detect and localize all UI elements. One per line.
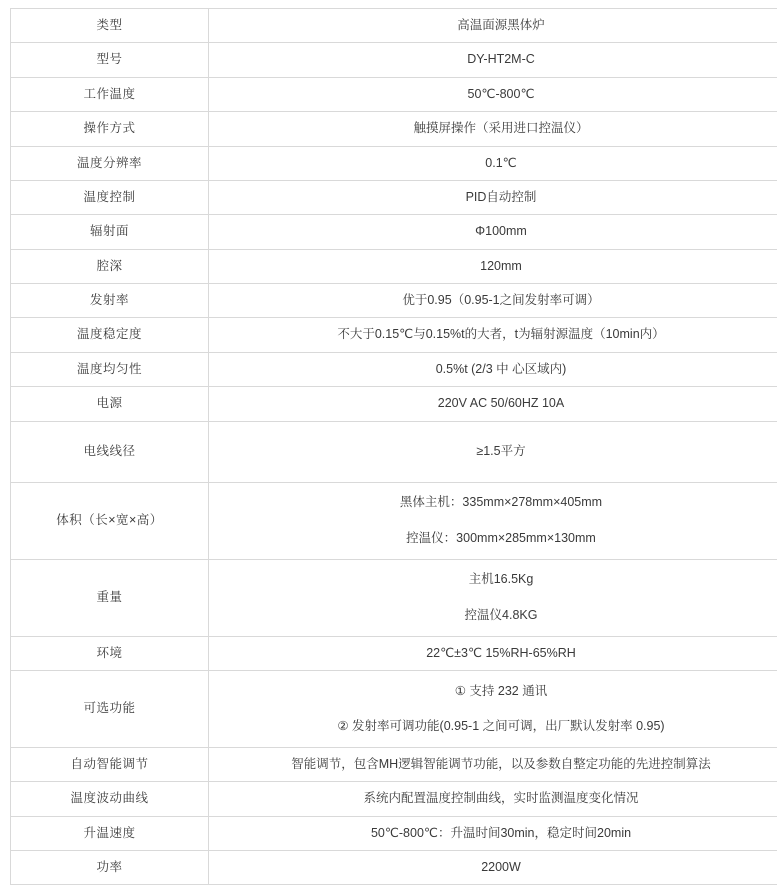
row-value-line: 高温面源黑体炉 [215,16,777,35]
table-row [11,77,777,111]
row-value-line: 22℃±3℃ 15%RH-65%RH [215,644,777,663]
table-row [11,352,777,386]
row-label: 重量 [11,559,209,636]
specification-table [10,8,777,885]
row-value [209,180,777,214]
row-label: 电源 [11,387,209,421]
row-value-line: 黑体主机：335mm×278mm×405mm [215,493,777,512]
table-row [11,318,777,352]
row-label: 温度稳定度 [11,318,209,352]
row-value-line: 控温仪：300mm×285mm×130mm [215,529,777,548]
row-value [209,146,777,180]
table-row [11,636,777,670]
row-label: 工作温度 [11,77,209,111]
row-value-line: 系统内配置温度控制曲线，实时监测温度变化情况 [215,789,777,808]
table-row [11,215,777,249]
table-row [11,180,777,214]
row-value-line: 触摸屏操作（采用进口控温仪） [215,119,777,138]
table-row [11,249,777,283]
row-value-line: 不大于0.15℃与0.15%t的大者，t为辐射源温度（10min内） [215,325,777,344]
row-value [209,43,777,77]
row-value [209,636,777,670]
row-label: 温度波动曲线 [11,782,209,816]
table-row [11,559,777,636]
table-row [11,112,777,146]
row-value [209,421,777,482]
table-row [11,284,777,318]
row-label: 腔深 [11,249,209,283]
table-row [11,851,777,885]
row-value-line: 120mm [215,257,777,276]
row-label: 发射率 [11,284,209,318]
row-value-line: ≥1.5平方 [215,442,777,461]
row-value-line: PID自动控制 [215,188,777,207]
row-value [209,559,777,636]
row-label: 操作方式 [11,112,209,146]
table-row [11,782,777,816]
row-value-line: 0.1℃ [215,154,777,173]
row-label: 型号 [11,43,209,77]
row-label: 环境 [11,636,209,670]
row-value [209,215,777,249]
table-row [11,146,777,180]
table-row [11,747,777,781]
row-label: 功率 [11,851,209,885]
row-value [209,352,777,386]
table-row [11,816,777,850]
row-value-line: 主机16.5Kg [215,570,777,589]
row-value-line: 50℃-800℃ [215,85,777,104]
row-label: 升温速度 [11,816,209,850]
row-value-line: 智能调节，包含MH逻辑智能调节功能，以及参数自整定功能的先进控制算法 [215,755,777,774]
row-value-line: Φ100mm [215,222,777,241]
row-value [209,782,777,816]
row-label: 体积（长×宽×高） [11,482,209,559]
row-value-line: ② 发射率可调功能(0.95-1 之间可调，出厂默认发射率 0.95) [215,717,777,736]
specification-table-body [11,9,777,885]
row-value-line: 控温仪4.8KG [215,606,777,625]
table-row [11,482,777,559]
row-value-line: 优于0.95（0.95-1之间发射率可调） [215,291,777,310]
row-label: 温度分辨率 [11,146,209,180]
row-value-line: 220V AC 50/60HZ 10A [215,394,777,413]
row-value-line: 50℃-800℃：升温时间30min，稳定时间20min [215,824,777,843]
table-row [11,43,777,77]
row-value [209,670,777,747]
row-value [209,747,777,781]
row-label: 温度均匀性 [11,352,209,386]
row-value [209,112,777,146]
row-value [209,284,777,318]
row-value-line: ① 支持 232 通讯 [215,682,777,701]
row-value-line: DY-HT2M-C [215,50,777,69]
row-label: 温度控制 [11,180,209,214]
row-value [209,318,777,352]
table-row [11,9,777,43]
row-label: 可选功能 [11,670,209,747]
row-value [209,77,777,111]
row-value [209,816,777,850]
table-row [11,387,777,421]
table-row [11,421,777,482]
row-value [209,482,777,559]
row-label: 自动智能调节 [11,747,209,781]
table-row [11,670,777,747]
row-value [209,387,777,421]
row-value [209,9,777,43]
row-value-line: 0.5%t (2/3 中 心区域内) [215,360,777,379]
row-label: 电线线径 [11,421,209,482]
row-label: 类型 [11,9,209,43]
row-value-line: 2200W [215,858,777,877]
row-value [209,249,777,283]
row-value [209,851,777,885]
row-label: 辐射面 [11,215,209,249]
